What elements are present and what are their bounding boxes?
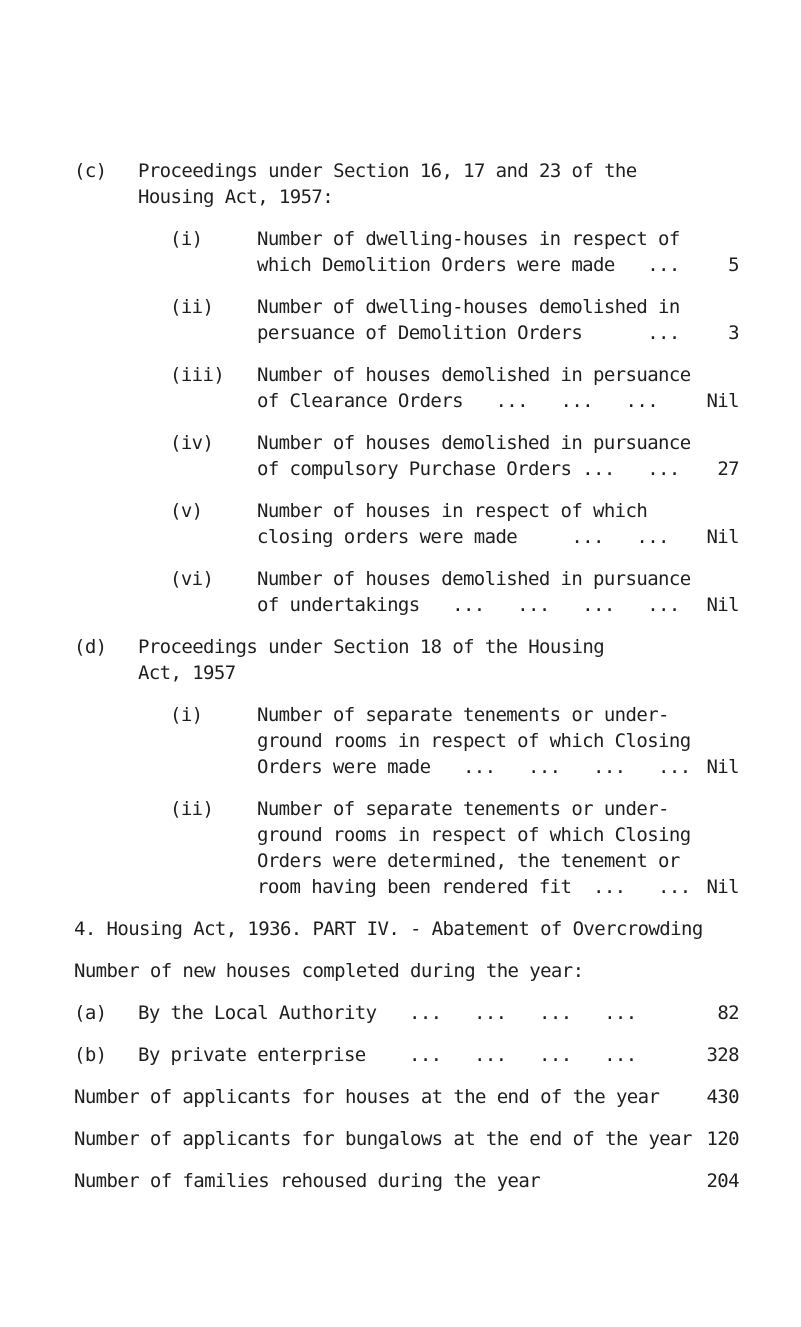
- stat-text: Number of families rehoused during the year: [74, 1170, 541, 1192]
- item-label: (vi): [170, 568, 214, 590]
- item-text: of compulsory Purchase Orders ... ...: [257, 458, 680, 480]
- item-label: (iv): [170, 432, 214, 454]
- item-text: Number of separate tenements or under-: [257, 704, 669, 726]
- item-label: (v): [170, 500, 203, 522]
- item-text: Number of separate tenements or under-: [257, 798, 669, 820]
- stat-text: Number of applicants for houses at the end of the year: [74, 1086, 660, 1108]
- item-text: ground rooms in respect of which Closing: [257, 730, 691, 752]
- stat-value: 204: [706, 1170, 739, 1192]
- item-value: 27: [717, 458, 739, 480]
- new-houses-label: Number of new houses completed during the year:: [74, 960, 584, 982]
- item-value: Nil: [706, 390, 739, 412]
- item-label: (ii): [170, 296, 214, 318]
- section-c-heading-line2: Housing Act, 1957:: [138, 186, 334, 208]
- item-text: Number of houses demolished in pursuance: [257, 432, 691, 454]
- item-value: Nil: [706, 526, 739, 548]
- item-text: which Demolition Orders were made ...: [257, 254, 680, 276]
- row-label: (b): [74, 1044, 107, 1066]
- row-label: (a): [74, 1002, 107, 1024]
- item-text: of undertakings ... ... ... ...: [257, 594, 680, 616]
- item-text: Number of houses demolished in persuance: [257, 364, 691, 386]
- stat-text: Number of applicants for bungalows at the end of the year: [74, 1128, 692, 1150]
- item-text: Number of dwelling-houses in respect of: [257, 228, 680, 250]
- item-text: closing orders were made ... ...: [257, 526, 669, 548]
- row-value: 328: [706, 1044, 739, 1066]
- item-text: Number of dwelling-houses demolished in: [257, 296, 680, 318]
- item-text: Orders were made ... ... ... ...: [257, 756, 691, 778]
- item-label: (i): [170, 704, 203, 726]
- section-d-heading-line1: Proceedings under Section 18 of the Housing: [138, 636, 605, 658]
- item-value: Nil: [706, 756, 739, 778]
- stat-value: 120: [706, 1128, 739, 1150]
- item-text: ground rooms in respect of which Closing: [257, 824, 691, 846]
- item-label: (iii): [170, 364, 225, 386]
- row-text: By the Local Authority ... ... ... ...: [138, 1002, 637, 1024]
- item-text: of Clearance Orders ... ... ...: [257, 390, 659, 412]
- section-d-label: (d): [74, 636, 107, 658]
- item-value: 5: [728, 254, 739, 276]
- item-text: Number of houses in respect of which: [257, 500, 648, 522]
- item-text: persuance of Demolition Orders ...: [257, 322, 680, 344]
- section-d-heading-line2: Act, 1957: [138, 662, 236, 684]
- item-text: Orders were determined, the tenement or: [257, 850, 680, 872]
- item-text: Number of houses demolished in pursuance: [257, 568, 691, 590]
- item-value: Nil: [706, 876, 739, 898]
- stat-value: 430: [706, 1086, 739, 1108]
- row-value: 82: [717, 1002, 739, 1024]
- section-c-heading-line1: Proceedings under Section 16, 17 and 23 of the: [138, 160, 637, 182]
- item-label: (ii): [170, 798, 214, 820]
- item-value: 3: [728, 322, 739, 344]
- section-c-label: (c): [74, 160, 107, 182]
- item-label: (i): [170, 228, 203, 250]
- item-value: Nil: [706, 594, 739, 616]
- section-4-heading: 4. Housing Act, 1936. PART IV. - Abatement of Overcrowding: [74, 918, 703, 940]
- row-text: By private enterprise ... ... ... ...: [138, 1044, 637, 1066]
- item-text: room having been rendered fit ... ...: [257, 876, 691, 898]
